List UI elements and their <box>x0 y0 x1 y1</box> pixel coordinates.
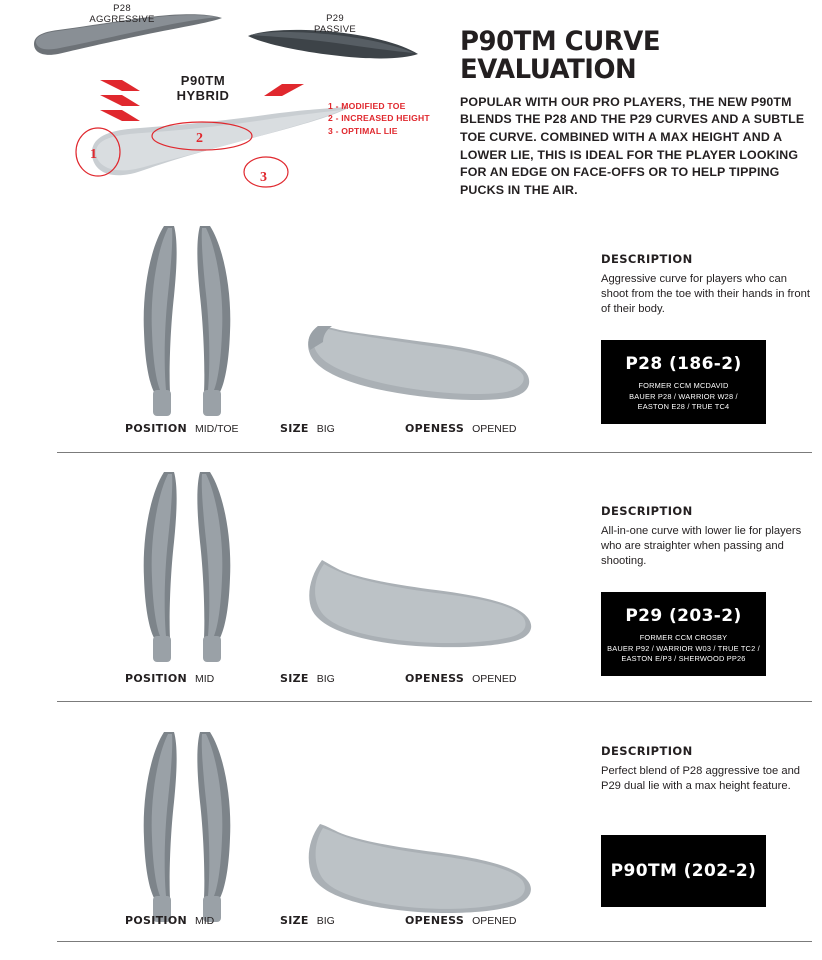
callout-number-2: 2 <box>196 131 203 146</box>
spec-value-size: BIG <box>316 915 335 927</box>
badge-subtitle <box>601 626 766 677</box>
diagram-label-hybrid-line2: HYBRID <box>176 87 230 103</box>
legend-item-2: 2 - INCREASED HEIGHT <box>328 113 430 124</box>
p90tm-front-view-illustration <box>122 728 252 928</box>
spec-label-position: POSITION <box>125 914 187 927</box>
row-divider-3 <box>57 941 812 942</box>
badge-title: P90TM (202-2) <box>610 861 757 881</box>
spec-label-openess: OPENESS <box>405 422 465 435</box>
legend-item-1: 1 - MODIFIED TOE <box>328 101 406 111</box>
spec-label-size: SIZE <box>280 422 309 435</box>
page-title: P90TM CURVE EVALUATION <box>460 26 661 86</box>
p28-front-view-illustration <box>122 222 252 422</box>
badge-title: P28 (186-2) <box>625 354 742 374</box>
spec-label-size: SIZE <box>280 672 309 685</box>
diagram-label-p29 <box>290 14 380 36</box>
spec-value-openess: OPENED <box>472 673 517 685</box>
header-section <box>0 0 822 210</box>
p90tm-side-view-illustration <box>296 820 546 920</box>
spec-openess-p28 <box>405 422 575 435</box>
header-description: POPULAR WITH OUR PRO PLAYERS, THE NEW P90TM BLENDS THE P28 AND THE P29 CURVES AND A SUBTLE TOE CURVE. COMBINED WITH A MAX HEIGHT AND A LOWER LIE, THIS IS IDEAL FOR THE PLAYER LOOKING FOR AN EDGE ON FACE-OFFS OR TO HELP TIPPING PUCKS IN THE AIR. <box>460 94 805 197</box>
spec-label-position: POSITION <box>125 672 187 685</box>
p28-side-view-illustration <box>296 320 546 415</box>
diagram-label-p29-line2: PASSIVE <box>313 23 357 35</box>
curve-row-p90tm <box>0 710 822 960</box>
spec-value-size: BIG <box>316 423 335 435</box>
spec-position-p28 <box>125 422 280 435</box>
diagram-legend <box>328 100 430 137</box>
spec-value-position: MID/TOE <box>194 423 239 435</box>
diagram-label-p28 <box>74 4 170 26</box>
badge-p90tm <box>601 835 766 907</box>
badge-subtitle-line2: BAUER P92 / WARRIOR W03 / TRUE TC2 / <box>607 643 760 653</box>
p29-side-view-illustration <box>296 556 546 656</box>
description-column-p90tm <box>601 744 816 794</box>
description-text: Aggressive curve for players who can shoot from the toe with their hands in front of their body. <box>601 273 810 315</box>
spec-value-openess: OPENED <box>472 423 517 435</box>
badge-subtitle-line2: BAUER P28 / WARRIOR W28 / <box>629 391 738 401</box>
spec-label-openess: OPENESS <box>405 914 465 927</box>
badge-subtitle <box>601 374 766 425</box>
badge-subtitle-line3: EASTON E/P3 / SHERWOOD PP26 <box>621 654 746 664</box>
badge-p28 <box>601 340 766 424</box>
diagram-label-p28-line2: AGGRESSIVE <box>89 13 155 25</box>
spec-openess-p90tm <box>405 914 575 927</box>
spec-size-p29 <box>280 672 405 685</box>
spec-size-p28 <box>280 422 405 435</box>
spec-label-openess: OPENESS <box>405 672 465 685</box>
spec-line-p29 <box>125 672 585 688</box>
spec-value-size: BIG <box>316 673 335 685</box>
p90tm-hybrid-illustration <box>62 104 362 204</box>
badge-subtitle-line1: FORMER CCM MCDAVID <box>638 381 729 390</box>
spec-value-position: MID <box>194 673 215 685</box>
description-text: All-in-one curve with lower lie for players who are straighter when passing and shooting. <box>601 525 802 567</box>
spec-value-position: MID <box>194 915 215 927</box>
spec-size-p90tm <box>280 914 405 927</box>
spec-line-p90tm <box>125 914 585 930</box>
spec-label-position: POSITION <box>125 422 187 435</box>
description-title: DESCRIPTION <box>601 744 693 758</box>
diagram-label-hybrid-line1: P90TM <box>180 73 226 88</box>
callout-number-3: 3 <box>260 170 267 185</box>
spec-value-openess: OPENED <box>472 915 517 927</box>
diagram-label-p90tm-hybrid <box>148 74 258 104</box>
spec-position-p29 <box>125 672 280 685</box>
row-divider-1 <box>57 452 812 453</box>
badge-p29 <box>601 592 766 676</box>
spec-openess-p29 <box>405 672 575 685</box>
spec-position-p90tm <box>125 914 280 927</box>
curve-row-p28 <box>0 210 822 460</box>
diagram-label-p29-line1: P29 <box>326 13 344 24</box>
description-column-p29 <box>601 504 816 568</box>
diagram-label-p28-line1: P28 <box>113 3 131 14</box>
description-title: DESCRIPTION <box>601 252 693 266</box>
badge-title: P29 (203-2) <box>625 606 742 626</box>
spec-line-p28 <box>125 422 585 438</box>
header-text-block <box>460 28 810 199</box>
p29-front-view-illustration <box>122 468 252 668</box>
callout-number-1: 1 <box>90 147 97 162</box>
row-divider-2 <box>57 701 812 702</box>
description-text: Perfect blend of P28 aggressive toe and P29 dual lie with a max height feature. <box>601 765 801 792</box>
legend-item-3: 3 - OPTIMAL LIE <box>328 125 398 136</box>
description-title: DESCRIPTION <box>601 504 693 518</box>
spec-label-size: SIZE <box>280 914 309 927</box>
badge-subtitle-line1: FORMER CCM CROSBY <box>639 633 728 642</box>
description-column-p28 <box>601 252 816 316</box>
curve-row-p29 <box>0 460 822 710</box>
badge-subtitle-line3: EASTON E28 / TRUE TC4 <box>637 402 730 412</box>
